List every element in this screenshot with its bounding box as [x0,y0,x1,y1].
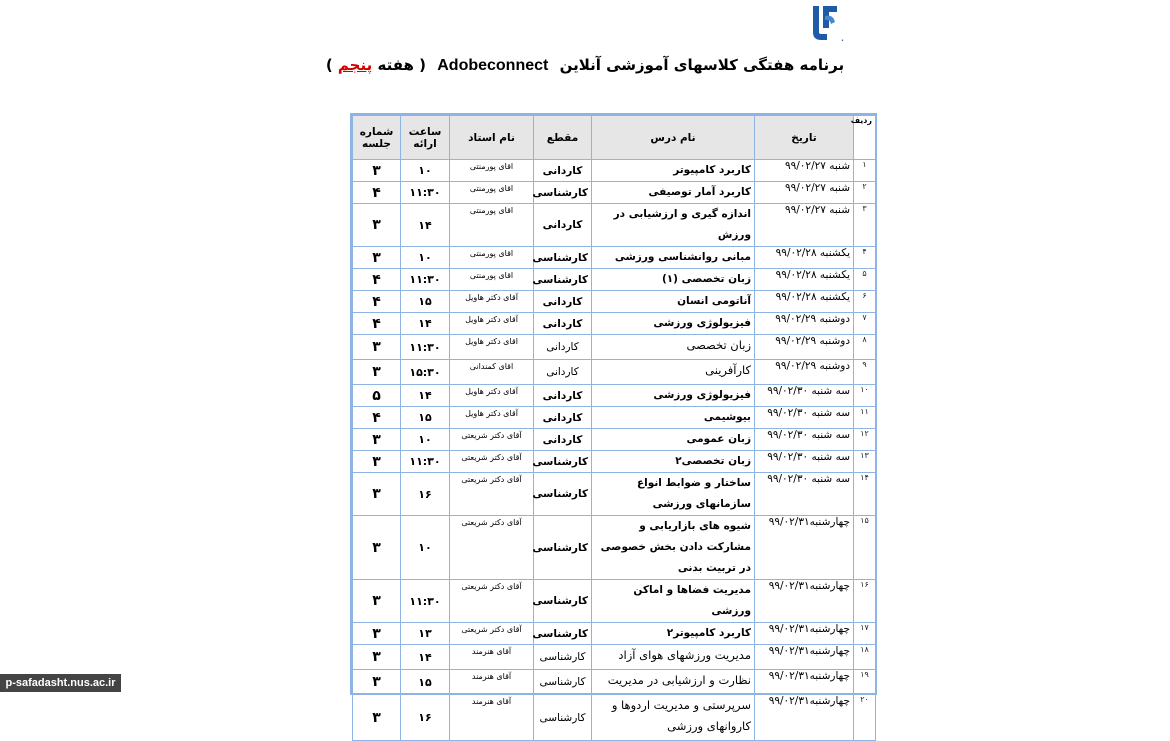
row-course: مدیریت فضاها و اماکن ورزشی [592,580,755,623]
row-date: سه شنبه ۹۹/۰۲/۳۰ [755,473,854,516]
row-level: کارشناسی [534,623,592,645]
row-teacher: آقای دکتر هاویل [450,407,534,429]
table-row [353,451,876,473]
row-session: ۳ [353,335,401,360]
row-level: کارشناسی [534,269,592,291]
row-time: ۱۴ [401,313,450,335]
row-teacher: اقای دکتر هاویل [450,335,534,360]
row-level: کاردانی [534,407,592,429]
row-course: زبان تخصصی۲ [592,451,755,473]
row-course: فیزیولوژی ورزشی [592,313,755,335]
row-date: یکشنبه ۹۹/۰۲/۲۸ [755,269,854,291]
schedule-table [352,115,876,741]
row-number: ۱۷ [854,623,876,645]
table-row [353,269,876,291]
row-level: کاردانی [534,313,592,335]
table-row [353,313,876,335]
row-number: ۸ [854,335,876,360]
row-number: ۲ [854,182,876,204]
header-session: شماره جلسه [353,116,401,160]
row-level: کاردانی [534,429,592,451]
row-time: ۱۱:۳۰ [401,451,450,473]
row-course: ساختار و ضوابط انواع سازمانهای ورزشی [592,473,755,516]
row-time: ۱۰ [401,160,450,182]
row-course: زبان تخصصی (۱) [592,269,755,291]
table-row [353,335,876,360]
row-number: ۱۸ [854,645,876,670]
row-time: ۱۰ [401,516,450,580]
row-session: ۳ [353,204,401,247]
table-row [353,580,876,623]
row-session: ۵ [353,385,401,407]
page-title [0,56,1170,75]
row-number: ۴ [854,247,876,269]
row-level: کارشناسی [534,645,592,670]
row-teacher: آقای دکتر هاویل [450,385,534,407]
row-session: ۳ [353,429,401,451]
row-number: ۵ [854,269,876,291]
table-row [353,407,876,429]
row-session: ۳ [353,451,401,473]
title-week-open: ( هفته [377,56,426,74]
row-time: ۱۱:۳۰ [401,580,450,623]
row-time: ۱۵ [401,291,450,313]
row-date: سه شنبه ۹۹/۰۲/۳۰ [755,407,854,429]
row-course: کاربرد آمار توصیفی [592,182,755,204]
row-teacher: آقای دکتر شریعتی [450,580,534,623]
svg-text:•: • [841,38,844,44]
row-course: شیوه های بازاریابی و مشارکت دادن بخش خصوصی در تربیت بدنی [592,516,755,580]
title-week-close: ) [325,56,333,74]
row-number: ۹ [854,360,876,385]
row-course: نظارت و ارزشیابی در مدیریت [592,670,755,695]
table-row [353,695,876,741]
row-session: ۳ [353,160,401,182]
table-row [353,429,876,451]
row-level: کارشناسی [534,451,592,473]
row-course: زبان تخصصی [592,335,755,360]
row-number: ۱۲ [854,429,876,451]
row-level: کارشناسی [534,695,592,741]
table-row [353,623,876,645]
row-course: زبان عمومی [592,429,755,451]
header-row-number: ردیف [854,116,876,160]
table-row [353,360,876,385]
row-number: ۱۳ [854,451,876,473]
row-number: ۷ [854,313,876,335]
site-watermark: p-safadasht.nus.ac.ir [0,674,121,692]
row-teacher: آقای دکتر شریعتی [450,451,534,473]
row-level: کارشناسی [534,670,592,695]
row-level: کارشناسی [534,516,592,580]
row-date: دوشنبه ۹۹/۰۲/۲۹ [755,360,854,385]
row-course: کارآفرینی [592,360,755,385]
row-course: آناتومی انسان [592,291,755,313]
row-number: ۱۰ [854,385,876,407]
row-date: چهارشنبه۹۹/۰۲/۳۱ [755,580,854,623]
row-date: چهارشنبه۹۹/۰۲/۳۱ [755,623,854,645]
table-header-row [353,116,876,160]
row-date: یکشنبه ۹۹/۰۲/۲۸ [755,247,854,269]
header-course: نام درس [592,116,755,160]
row-course: سرپرستی و مدیریت اردوها و کاروانهای ورزشی [592,695,755,741]
row-level: کاردانی [534,335,592,360]
row-teacher: آقای دکتر شریعتی [450,623,534,645]
title-platform: Adobeconnect [437,57,549,74]
row-teacher: اقای کمندانی [450,360,534,385]
header-time: ساعت ارائه [401,116,450,160]
row-teacher: آقای دکتر شریعتی [450,473,534,516]
row-course: مبانی روانشناسی ورزشی [592,247,755,269]
row-teacher: آقای هنرمند [450,670,534,695]
schedule-table-frame [350,113,877,733]
row-teacher: اقای پورمنتی [450,269,534,291]
row-date: چهارشنبه۹۹/۰۲/۳۱ [755,516,854,580]
row-time: ۱۱:۳۰ [401,335,450,360]
table-row [353,670,876,695]
row-time: ۱۴ [401,385,450,407]
row-number: ۱۵ [854,516,876,580]
row-session: ۳ [353,360,401,385]
row-date: دوشنبه ۹۹/۰۲/۲۹ [755,313,854,335]
row-level: کاردانی [534,291,592,313]
row-number: ۱۴ [854,473,876,516]
row-teacher: اقای پورمنتی [450,182,534,204]
row-date: چهارشنبه۹۹/۰۲/۳۱ [755,670,854,695]
table-row [353,182,876,204]
row-time: ۱۴ [401,645,450,670]
row-teacher: آقای دکتر شریعتی [450,429,534,451]
row-date: شنبه ۹۹/۰۲/۲۷ [755,160,854,182]
row-session: ۴ [353,407,401,429]
row-date: سه شنبه ۹۹/۰۲/۳۰ [755,429,854,451]
row-teacher: اقای پورمنتی [450,204,534,247]
row-teacher: آقای هنرمند [450,645,534,670]
row-number: ۱۱ [854,407,876,429]
table-row [353,473,876,516]
header-teacher: نام استاد [450,116,534,160]
row-number: ۱۶ [854,580,876,623]
row-time: ۱۰ [401,429,450,451]
row-time: ۱۵ [401,407,450,429]
table-row [353,645,876,670]
header-date: تاریخ [755,116,854,160]
row-time: ۱۴ [401,204,450,247]
row-number: ۶ [854,291,876,313]
university-logo [803,2,847,46]
row-date: چهارشنبه۹۹/۰۲/۳۱ [755,695,854,741]
row-time: ۱۰ [401,247,450,269]
row-session: ۴ [353,182,401,204]
title-prefix: برنامه هفتگی کلاسهای آموزشی آنلاین [559,56,845,74]
title-week-number: پنجم [337,56,373,74]
row-session: ۴ [353,291,401,313]
row-level: کاردانی [534,204,592,247]
row-course: کاربرد کامپیوتر [592,160,755,182]
table-row [353,160,876,182]
row-session: ۳ [353,695,401,741]
row-teacher: آقای هنرمند [450,695,534,741]
row-course: کاربرد کامپیوتر۲ [592,623,755,645]
row-number: ۱۹ [854,670,876,695]
row-session: ۴ [353,313,401,335]
row-date: سه شنبه ۹۹/۰۲/۳۰ [755,451,854,473]
row-teacher: اقای پورمنتی [450,247,534,269]
table-row [353,385,876,407]
row-level: کارشناسی [534,182,592,204]
row-level: کارشناسی [534,247,592,269]
table-row [353,247,876,269]
row-time: ۱۶ [401,473,450,516]
row-teacher: آقای دکتر هاویل [450,291,534,313]
row-date: شنبه ۹۹/۰۲/۲۷ [755,204,854,247]
table-row [353,291,876,313]
row-session: ۳ [353,516,401,580]
row-time: ۱۱:۳۰ [401,182,450,204]
row-session: ۳ [353,645,401,670]
row-date: دوشنبه ۹۹/۰۲/۲۹ [755,335,854,360]
row-level: کارشناسی [534,580,592,623]
row-time: ۱۶ [401,695,450,741]
row-teacher: اقای پورمنتی [450,160,534,182]
row-number: ۱ [854,160,876,182]
row-level: کاردانی [534,160,592,182]
row-level: کاردانی [534,385,592,407]
table-row [353,204,876,247]
row-number: ۲۰ [854,695,876,741]
row-teacher: آقای دکتر شریعتی [450,516,534,580]
row-course: اندازه گیری و ارزشیابی در ورزش [592,204,755,247]
row-course: مدیریت ورزشهای هوای آزاد [592,645,755,670]
row-level: کاردانی [534,360,592,385]
row-date: چهارشنبه۹۹/۰۲/۳۱ [755,645,854,670]
row-date: یکشنبه ۹۹/۰۲/۲۸ [755,291,854,313]
row-date: شنبه ۹۹/۰۲/۲۷ [755,182,854,204]
row-course: فیزیولوژی ورزشی [592,385,755,407]
table-row [353,516,876,580]
row-number: ۳ [854,204,876,247]
row-session: ۴ [353,269,401,291]
row-time: ۱۱:۳۰ [401,269,450,291]
row-time: ۱۵ [401,670,450,695]
row-session: ۳ [353,247,401,269]
row-session: ۳ [353,473,401,516]
row-teacher: آقای دکتر هاویل [450,313,534,335]
row-session: ۳ [353,623,401,645]
row-date: سه شنبه ۹۹/۰۲/۳۰ [755,385,854,407]
row-level: کارشناسی [534,473,592,516]
row-session: ۳ [353,580,401,623]
row-time: ۱۵:۳۰ [401,360,450,385]
row-course: بیوشیمی [592,407,755,429]
row-session: ۳ [353,670,401,695]
row-time: ۱۳ [401,623,450,645]
header-level: مقطع [534,116,592,160]
